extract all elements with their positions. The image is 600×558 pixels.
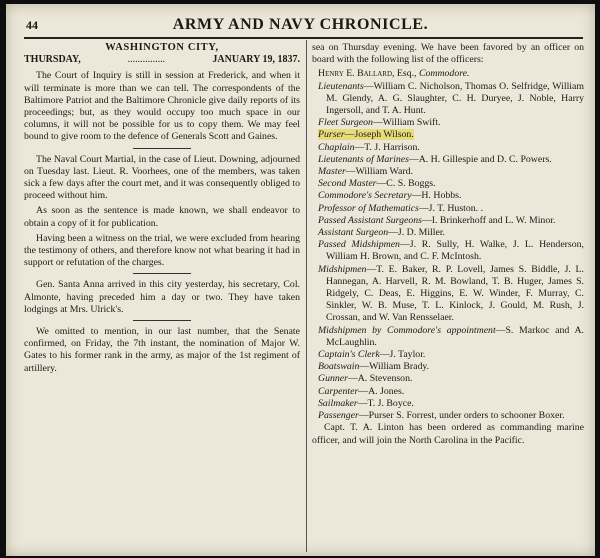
officer-names: —T. J. Boyce. [357,397,414,409]
article-court-of-inquiry: The Court of Inquiry is still in session at Frederick, and when it will terminate is more than we can tell. The correspondents of the Baltimore Patriot and the Baltimore Chronicle give daily reports of its proceedings; but, as they would occupy too much space in our columns, it will not be possible for us to copy them. We may feel bound to give room to the defence of Generals Scott and Gaines. [24,70,300,143]
column-divider [306,40,307,552]
article-separator [133,148,191,149]
officer-rank: Assistant Surgeon [318,227,389,239]
publication-title: ARMY AND NAVY CHRONICLE. [172,16,429,33]
officer-rank: Passed Midshipmen [318,239,400,251]
officer-names: —J. R. Sully, H. Walke, J. L. Henderson, William H. Brown, and C. F. McIntosh. [326,239,584,263]
officer-names: —I. Brinkerhoff and L. W. Minor. [421,214,556,226]
officer-entry [312,373,584,385]
officer-rank: Midshipmen by Commodore's appointment [318,324,496,336]
officer-rank: Purser [318,129,345,141]
officer-names: —William Swift. [372,117,441,129]
dateline-full-date: JANUARY 19, 1837. [212,54,300,66]
officer-entry [312,203,584,215]
officer-names: —William Ward. [345,166,413,178]
article-senate-confirmation: We omitted to mention, in our last number, that the Senate confirmed, on Friday, the 7th instant, the nomination of Major W. Gates to his former rank in the army, as major of the 1st regiment of artillery. [24,326,300,374]
officer-names: —T. J. Harrison. [354,141,420,153]
officer-rank: Commodore's Secretary [318,190,412,202]
officer-entry [312,264,584,325]
officer-names: —William Brady. [359,361,430,373]
officer-entry [312,215,584,227]
officer-rank: Passenger [318,410,359,422]
article-naval-court-martial: The Naval Court Martial, in the case of Lieut. Downing, adjourned on Tuesday last. Lieut. R. Voorhees, one of the members, was taken sick a few days after the court met, and it was consequently obliged to proceed without him. [24,153,300,202]
officer-names: —A. Stevenson. [347,373,413,385]
officer-rank: Captain's Clerk [318,349,380,361]
article-separator [133,320,191,321]
officer-rank: Fleet Surgeon [318,117,373,129]
officer-rank: Passed Assistant Surgeons [318,214,422,226]
officer-names: —T. E. Baker, R. P. Lovell, James S. Biddle, J. L. Hannegan, A. Harvell, R. M. Bowland, T. B. Huger, James S. Ridgely, C. Deas, E. Higgins, E. W. Winder, F. Murray, C. Sinkler, W. B. Muse, T. L. Kinlock, J. Gould, M. Rush, J. Crossan, and W. Van Rensselaer. [326,263,584,324]
officer-names: —C. S. Boggs. [376,178,436,190]
article-linton-orders: Capt. T. A. Linton has been ordered as commanding marine officer, and will join the North Carolina in the Pacific. [312,422,584,446]
officer-rank: Master [318,166,346,178]
article-sentence-note: As soon as the sentence is made known, we shall endeavor to obtain a copy of it for publication. [24,205,300,229]
commander-suffix: , Esq., [392,68,419,80]
officer-rank: Lieutenants of Marines [318,153,409,165]
officer-entry [312,117,584,129]
officer-entry [312,239,584,263]
dateline-day: THURSDAY, [24,54,81,66]
dateline-city: WASHINGTON CITY, [105,42,219,53]
officer-rank: Professor of Mathematics [318,202,419,214]
article-witness-note: Having been a witness on the trial, we were excluded from hearing the testimony of others, and therefore know not what bearing it had in support or refutation of the charges. [24,232,300,269]
header-rule [24,37,583,39]
officer-entry [312,142,584,154]
officer-entry [312,398,584,410]
officer-names: —A. H. Gillespie and D. C. Powers. [408,153,552,165]
right-column [312,42,584,447]
officer-list [312,81,584,423]
article-santa-anna: Gen. Santa Anna arrived in this city yesterday, his secretary, Col. Almonte, having preceded him a day or two. They have taken lodgings at Mrs. Ulrick's. [24,279,300,315]
officer-entry [312,227,584,239]
officer-rank: Chaplain [318,141,355,153]
officer-rank: Second Master [318,178,377,190]
officer-entry [312,386,584,398]
officer-entry [312,178,584,190]
officer-rank: Gunner [318,373,348,385]
officer-entry [312,349,584,361]
commander-title: Commodore. [418,68,470,80]
officer-entry [312,154,584,166]
officer-names: —Purser S. Forrest, under orders to schooner Boxer. [358,410,565,422]
officer-rank: Midshipmen [318,263,367,275]
officer-names: —J. Taylor. [379,349,426,361]
officer-names: —H. Hobbs. [411,190,462,202]
dateline-leader: ............... [127,54,166,66]
officer-names: —Joseph Wilson. [344,129,414,141]
article-separator [133,273,191,274]
officer-names: —J. D. Miller. [388,227,446,239]
officer-names: —S. Markoc and A. McLaughlin. [326,324,584,348]
officer-entry [312,81,584,118]
page-number: 44 [26,18,38,32]
newspaper-page [6,4,595,556]
officer-entry [312,361,584,373]
officer-entry [312,190,584,202]
officer-names: —J. T. Huston. . [418,202,484,214]
officer-rank: Boatswain [318,361,360,373]
dateline-date [24,54,300,66]
officer-entry [312,166,584,178]
page-header [6,4,595,44]
officer-list-intro: sea on Thursday evening. We have been favored by an officer on board with the following list of the officers: [312,42,584,66]
commander-name: Henry E. Ballard [318,68,392,80]
officer-rank: Sailmaker [318,397,358,409]
officer-names: —A. Jones. [358,385,405,397]
officer-entry [312,129,584,141]
officer-entry [312,410,584,422]
officer-rank: Lieutenants [318,80,364,92]
officer-rank: Carpenter [318,385,359,397]
officer-entry [312,325,584,349]
commander-entry [312,68,584,80]
left-column [24,42,300,378]
officer-names: —William C. Nicholson, Thomas O. Selfridge, William M. Glendy, A. G. Slaughter, C. H. Duryee, J. Noble, Harry Ingersoll, and T. A. Hunt. [326,80,584,117]
